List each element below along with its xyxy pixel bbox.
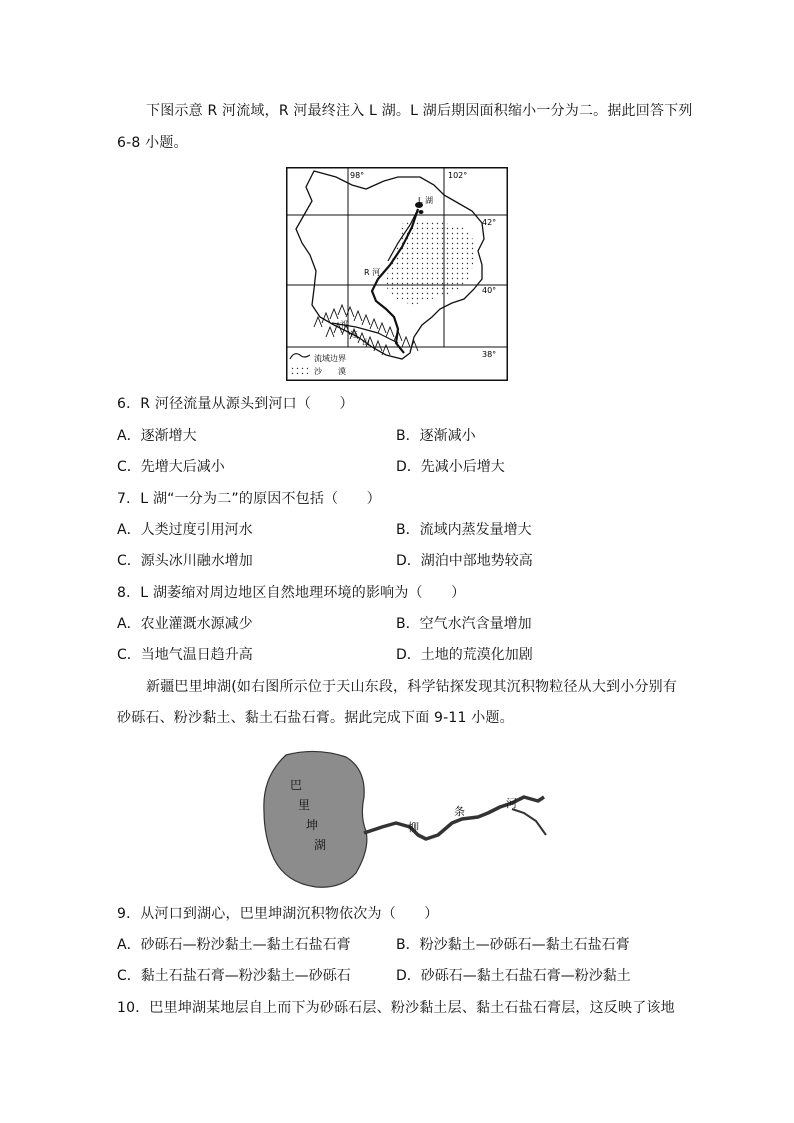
river-label-char-2: 条 xyxy=(454,805,465,818)
lake-label-char-3: 坤 xyxy=(306,818,319,832)
question-6-stem: 6．R 河径流量从源头到河口（ ） xyxy=(117,396,354,412)
question-8-option-b[interactable]: B．空气水汽含量增加 xyxy=(396,616,532,632)
question-7-option-a[interactable]: A．人类过度引用河水 xyxy=(117,522,253,538)
lake-label-char-1: 巴 xyxy=(290,778,303,792)
question-8-option-c[interactable]: C．当地气温日趋升高 xyxy=(117,647,253,663)
lon-98-label: 98° xyxy=(350,171,365,180)
intro-paragraph-2-line-2: 砂砾石、粉沙黏土、黏土石盐石膏。据此完成下面 9-11 小题。 xyxy=(117,710,514,726)
r-river-label: R 河 xyxy=(364,268,381,277)
legend-boundary-label: 流域边界 xyxy=(314,354,346,363)
question-7-option-d[interactable]: D．湖泊中部地势较高 xyxy=(396,553,533,569)
mountain-label-1: 祁 xyxy=(340,320,348,329)
river-label-char-3: 河 xyxy=(506,797,517,810)
question-9-option-d[interactable]: D．砂砾石—黏土石盐石膏—粉沙黏土 xyxy=(396,968,631,984)
lake-label-char-4: 湖 xyxy=(314,838,327,852)
intro-paragraph-1-line-2: 6-8 小题。 xyxy=(117,135,188,151)
question-7-stem: 7．L 湖“一分为二”的原因不包括（ ） xyxy=(117,491,381,507)
question-10-stem: 10．巴里坤湖某地层自上而下为砂砾石层、粉沙黏土层、黏土石盐石膏层，这反映了该地 xyxy=(117,1000,675,1016)
lat-40-label: 40° xyxy=(482,286,497,295)
question-6-option-d[interactable]: D．先减小后增大 xyxy=(396,459,505,475)
liutiao-river xyxy=(364,797,544,839)
l-lake-south xyxy=(419,210,424,214)
question-6-option-c[interactable]: C．先增大后减小 xyxy=(117,459,225,475)
barkol-lake-map xyxy=(256,747,556,893)
question-9-option-b[interactable]: B．粉沙黏土—砂砾石—黏土石盐石膏 xyxy=(396,937,630,953)
question-6-option-b[interactable]: B．逐渐减小 xyxy=(396,428,476,444)
lat-38-label: 38° xyxy=(482,350,497,359)
question-8-option-d[interactable]: D．土地的荒漠化加剧 xyxy=(396,647,533,663)
question-8-stem: 8．L 湖萎缩对周边地区自然地理环境的影响为（ ） xyxy=(117,585,466,601)
question-9-option-c[interactable]: C．黏土石盐石膏—粉沙黏土—砂砾石 xyxy=(117,968,351,984)
intro-paragraph-2-line-1: 新疆巴里坤湖(如右图所示位于天山东段，科学钻探发现其沉积物粒径从大到小分别有 xyxy=(146,679,678,695)
mountain-label-3: 山 xyxy=(362,338,370,347)
lake-label-char-2: 里 xyxy=(298,798,311,812)
question-8-option-a[interactable]: A．农业灌溉水源减少 xyxy=(117,616,253,632)
river-label-char-1: 柳 xyxy=(408,821,419,834)
lat-42-label: 42° xyxy=(482,218,497,227)
r-river-basin-map xyxy=(286,167,508,381)
legend-desert-label: 沙 漠 xyxy=(314,367,346,376)
lon-102-label: 102° xyxy=(448,171,468,180)
mountain-label-2: 连 xyxy=(350,330,358,339)
desert-legend-icon xyxy=(290,366,308,375)
question-9-option-a[interactable]: A．砂砾石—粉沙黏土—黏土石盐石膏 xyxy=(117,937,351,953)
question-9-stem: 9．从河口到湖心，巴里坤湖沉积物依次为（ ） xyxy=(117,906,439,922)
l-lake-label: L 湖 xyxy=(418,196,433,205)
question-7-option-b[interactable]: B．流域内蒸发量增大 xyxy=(396,522,532,538)
question-7-option-c[interactable]: C．源头冰川融水增加 xyxy=(117,553,253,569)
liutiao-river-branch xyxy=(512,809,546,835)
intro-paragraph-1-line-1: 下图示意 R 河流域，R 河最终注入 L 湖。L 湖后期因面积缩小一分为二。据此回答下列 xyxy=(146,103,693,119)
question-6-option-a[interactable]: A．逐渐增大 xyxy=(117,428,197,444)
